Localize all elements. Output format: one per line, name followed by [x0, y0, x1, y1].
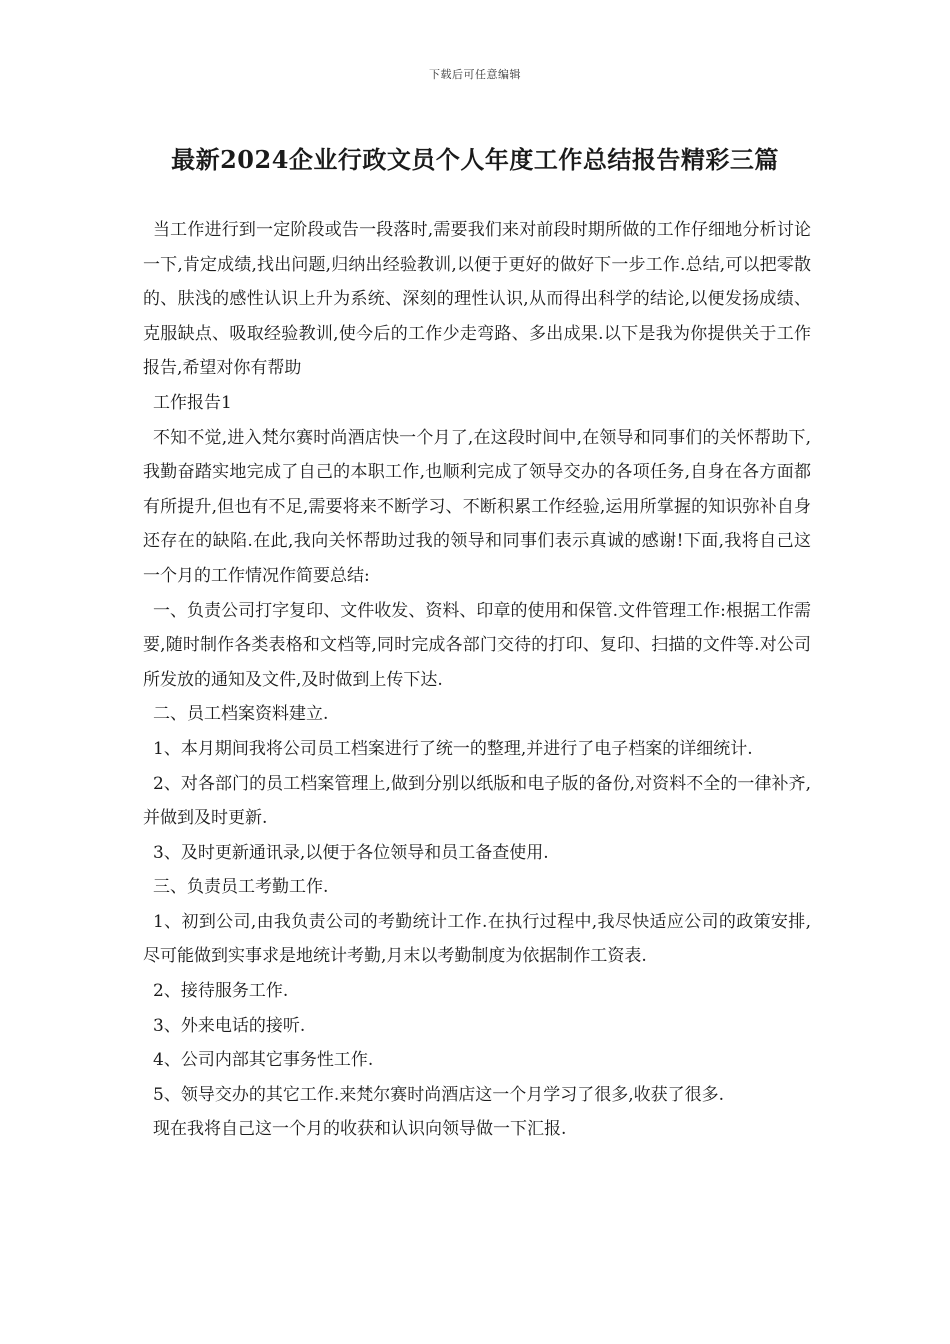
section-heading: 二、员工档案资料建立.	[153, 704, 329, 725]
list-item: 4、公司内部其它事务性工作.	[153, 1050, 374, 1071]
section-heading: 三、负责员工考勤工作.	[153, 877, 329, 898]
list-item: 3、外来电话的接听.	[153, 1015, 306, 1036]
list-item: 1、初到公司,由我负责公司的考勤统计工作.在执行过程中,我尽快适应公司的政策安排,尽可能做到实事求是地统计考勤,月末以考勤制度为依据制作工资表.	[143, 911, 811, 967]
document-body	[143, 213, 811, 1147]
body-paragraph: 一、负责公司打字复印、文件收发、资料、印章的使用和保管.文件管理工作:根据工作需要,随时制作各类表格和文档等,同时完成各部门交待的打印、复印、扫描的文件等.对公司所发放的通知及文件,及时做到上传下达.	[143, 600, 811, 690]
section-heading-report-1: 工作报告1	[153, 392, 232, 413]
body-paragraph: 现在我将自己这一个月的收获和认识向领导做一下汇报.	[153, 1119, 567, 1140]
list-item: 5、领导交办的其它工作.来梵尔赛时尚酒店这一个月学习了很多,收获了很多.	[153, 1084, 725, 1105]
list-item: 3、及时更新通讯录,以便于各位领导和员工备查使用.	[153, 842, 549, 863]
list-item: 1、本月期间我将公司员工档案进行了统一的整理,并进行了电子档案的详细统计.	[153, 738, 753, 759]
body-paragraph: 不知不觉,进入梵尔赛时尚酒店快一个月了,在这段时间中,在领导和同事们的关怀帮助下,我勤奋踏实地完成了自己的本职工作,也顺利完成了领导交办的各项任务,自身在各方面都有所提升,但也有不足,需要将来不断学习、不断积累工作经验,运用所掌握的知识弥补自身还存在的缺陷.在此,我向关怀帮助过我的领导和同事们表示真诚的感谢!下面,我将自己这一个月的工作情况作简要总结:	[143, 427, 811, 586]
page-header-note: 下载后可任意编辑	[429, 68, 521, 81]
list-item: 2、对各部门的员工档案管理上,做到分别以纸版和电子版的备份,对资料不全的一律补齐,并做到及时更新.	[143, 773, 811, 829]
list-item: 2、接待服务工作.	[153, 981, 289, 1002]
intro-paragraph: 当工作进行到一定阶段或告一段落时,需要我们来对前段时期所做的工作仔细地分析讨论一下,肯定成绩,找出问题,归纳出经验教训,以便于更好的做好下一步工作.总结,可以把零散的、肤浅的感性认识上升为系统、深刻的理性认识,从而得出科学的结论,以便发扬成绩、克服缺点、吸取经验教训,使今后的工作少走弯路、多出成果.以下是我为你提供关于工作报告,希望对你有帮助	[143, 220, 811, 379]
document-title: 最新2024企业行政文员个人年度工作总结报告精彩三篇	[171, 145, 779, 174]
